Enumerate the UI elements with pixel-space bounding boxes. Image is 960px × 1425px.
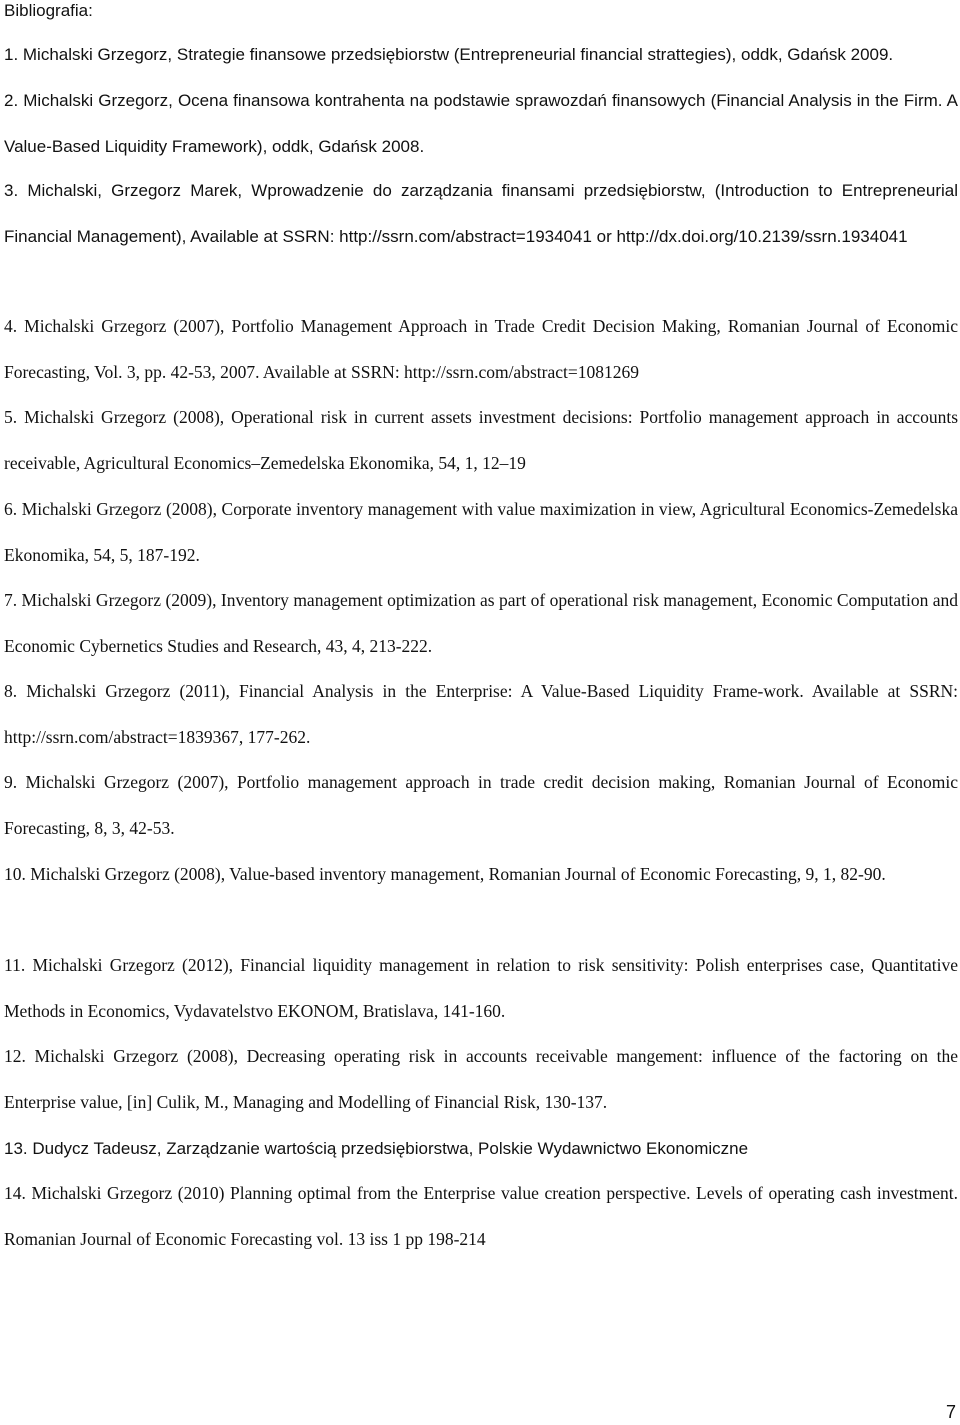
bibliography-entry-11: 11. Michalski Grzegorz (2012), Financial liquidity management in relation to risk sensitivity: Polish enterprises case, Quantitative Methods in Economics, Vydavatelstvo EKONOM, Bratislava, 141-160. xyxy=(4,955,958,1021)
bibliography-entry-7: 7. Michalski Grzegorz (2009), Inventory management optimization as part of operational risk management, Economic Computation and Economic Cybernetics Studies and Research, 43, 4, 213-222. xyxy=(4,590,958,656)
bibliography-entry-14: 14. Michalski Grzegorz (2010) Planning optimal from the Enterprise value creation perspective. Levels of operating cash investment. Romanian Journal of Economic Forecasting vol. 13 iss 1 pp 198-214 xyxy=(4,1183,958,1249)
bibliography-entry-2: 2. Michalski Grzegorz, Ocena finansowa kontrahenta na podstawie sprawozdań finansowych (Financial Analysis in the Firm. A Value-Based Liquidity Framework), oddk, Gdańsk 2008. xyxy=(4,91,958,156)
bibliography-entry-12: 12. Michalski Grzegorz (2008), Decreasing operating risk in accounts receivable mangement: influence of the factoring on the Enterprise value, [in] Culik, M., Managing and Modelling of Financial Risk, 130-137. xyxy=(4,1046,958,1112)
bibliography-entry-13: 13. Dudycz Tadeusz, Zarządzanie wartością przedsiębiorstwa, Polskie Wydawnictwo Ekonomiczne xyxy=(4,1139,749,1158)
bibliography-entry-10: 10. Michalski Grzegorz (2008), Value-based inventory management, Romanian Journal of Economic Forecasting, 9, 1, 82-90. xyxy=(4,864,886,884)
bibliography-entry-4: 4. Michalski Grzegorz (2007), Portfolio Management Approach in Trade Credit Decision Making, Romanian Journal of Economic Forecasting, Vol. 3, pp. 42-53, 2007. Available at SSRN: http://ssrn.com/abstract=1081269 xyxy=(4,316,958,382)
page-number: 7 xyxy=(945,1402,956,1422)
bibliography-entry-5: 5. Michalski Grzegorz (2008), Operational risk in current assets investment decisions: Portfolio management approach in accounts receivable, Agricultural Economics–Zemedelska Ekonomika, 54, 1, 12–19 xyxy=(4,407,958,473)
bibliography-entry-6: 6. Michalski Grzegorz (2008), Corporate inventory management with value maximization in view, Agricultural Economics-Zemedelska Ekonomika, 54, 5, 187-192. xyxy=(4,499,958,565)
bibliography-heading: Bibliografia: xyxy=(4,1,93,20)
bibliography-entry-1: 1. Michalski Grzegorz, Strategie finansowe przedsiębiorstw (Entrepreneurial financial strattegies), oddk, Gdańsk 2009. xyxy=(4,45,894,64)
bibliography-entry-9: 9. Michalski Grzegorz (2007), Portfolio management approach in trade credit decision making, Romanian Journal of Economic Forecasting, 8, 3, 42-53. xyxy=(4,772,958,838)
bibliography-entry-8: 8. Michalski Grzegorz (2011), Financial Analysis in the Enterprise: A Value-Based Liquidity Frame-work. Available at SSRN: http://ssrn.com/abstract=1839367, 177-262. xyxy=(4,681,958,747)
bibliography-entry-3: 3. Michalski, Grzegorz Marek, Wprowadzenie do zarządzania finansami przedsiębiorstw, (Introduction to Entrepreneurial Financial Management), Available at SSRN: http://ssrn.com/abstract=1934041 or http://dx.doi.org/10.2139/ssrn.1934041 xyxy=(4,181,958,246)
